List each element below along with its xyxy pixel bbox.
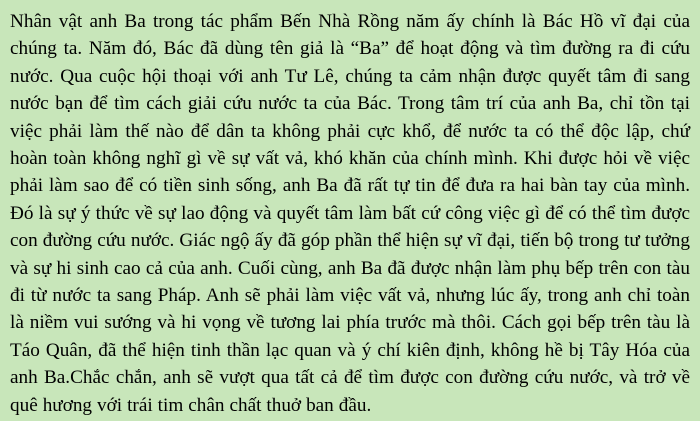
passage-text: Nhân vật anh Ba trong tác phẩm Bến Nhà Rồng năm ấy chính là Bác Hồ vĩ đại của chúng ta. Năm đó, Bác đã dùng tên giả là “Ba” để hoạt động và tìm đường ra đi cứu nước. Qua cuộc hội thoại với anh Tư Lê, chúng ta cảm nhận được quyết tâm đi sang nước bạn để tìm cách giải cứu nước ta của Bác. Trong tâm trí của anh Ba, chỉ tồn tại việc phải làm thế nào để dân ta không phải cực khổ, để nước ta có thể độc lập, chứ hoàn toàn không nghĩ gì về sự vất vả, khó khăn của chính mình. Khi được hỏi về việc phải làm sao để có tiền sinh sống, anh Ba đã rất tự tin để đưa ra hai bàn tay của mình. Đó là sự ý thức về sự lao động và quyết tâm làm bất cứ công việc gì để có thể tìm được con đường cứu nước. Giác ngộ ấy đã góp phần thể hiện sự vĩ đại, tiến bộ trong tư tưởng và sự hi sinh cao cả của anh. Cuối cùng, anh Ba đã được nhận làm phụ bếp trên con tàu đi từ nước ta sang Pháp. Anh sẽ phải làm việc vất vả, nhưng lúc ấy, trong anh chỉ toàn là niềm vui sướng và hi vọng về tương lai phía trước mà thôi. Cách gọi bếp trên tàu là Táo Quân, đã thể hiện tinh thần lạc quan và ý chí kiên định, không hề bị Tây Hóa của anh Ba.Chắc chắn, anh sẽ vượt qua tất cả để tìm được con đường cứu nước, và trở về quê hương với trái tim chân chất thuở ban đầu. <box>10 11 690 416</box>
